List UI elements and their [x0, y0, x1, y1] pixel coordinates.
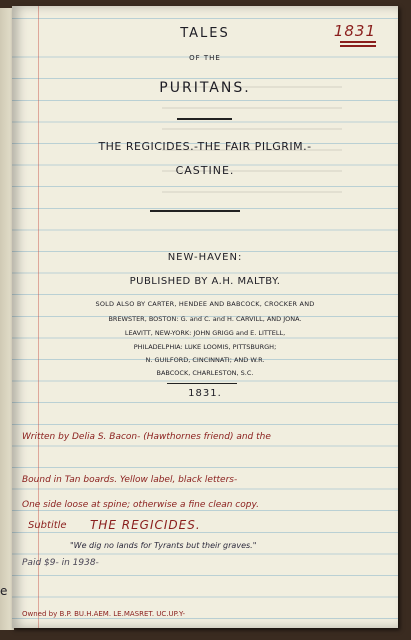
note-condition: One side loose at spine; otherwise a fine clean copy. — [22, 500, 259, 510]
year: 1831. — [188, 388, 222, 399]
place: NEW-HAVEN: — [167, 252, 243, 263]
sold-line-4: PHILADELPHIA: LUKE LOOMIS, PITTSBURGH; — [133, 343, 277, 351]
title-puritans: PURITANS. — [159, 80, 251, 96]
note-quote: "We dig no lands for Tyrants but their graves." — [70, 541, 257, 550]
note-owner: Owned by B.P. BU.H.AEM. LE.MASRET. UC.UP.Y- — [22, 610, 185, 618]
notebook-page — [12, 6, 398, 628]
sold-line-3: LEAVITT, NEW-YORK: JOHN GRIGG and E. LITTELL, — [124, 329, 286, 337]
publisher: PUBLISHED BY A.H. MALTBY. — [129, 276, 281, 287]
sold-line-6: BABCOCK, CHARLESTON, S.C. — [156, 369, 254, 377]
note-subtitle-label: Subtitle — [28, 520, 67, 531]
note-author: Written by Delia S. Bacon- (Hawthornes friend) and the — [22, 432, 271, 442]
title-tales: TALES — [180, 26, 230, 41]
title-of-the: OF THE — [189, 54, 221, 62]
subtitle-regicides: THE REGICIDES.-THE FAIR PILGRIM.- — [98, 140, 312, 153]
sold-line-2: BREWSTER, BOSTON: G. and C. and H. CARVILL, AND JONA. — [108, 315, 302, 323]
subtitle-castine: CASTINE. — [175, 164, 235, 177]
note-subtitle-value: THE REGICIDES. — [90, 518, 201, 532]
catalog-underline-2 — [340, 45, 376, 47]
subtitle-rule — [150, 210, 240, 212]
catalog-number: 1831 — [333, 22, 376, 40]
sold-rule — [167, 383, 237, 384]
sold-line-5: N. GUILFORD, CINCINNATI; AND W.R. — [145, 356, 265, 364]
note-binding: Bound in Tan boards. Yellow label, black letters- — [22, 475, 238, 485]
margin-mark: e — [0, 584, 8, 598]
sold-line-1: SOLD ALSO BY CARTER, HENDEE AND BABCOCK, CROCKER AND — [95, 300, 315, 308]
note-price: Paid $9- in 1938- — [22, 558, 99, 568]
title-rule — [177, 118, 232, 120]
catalog-underline-1 — [340, 41, 376, 43]
